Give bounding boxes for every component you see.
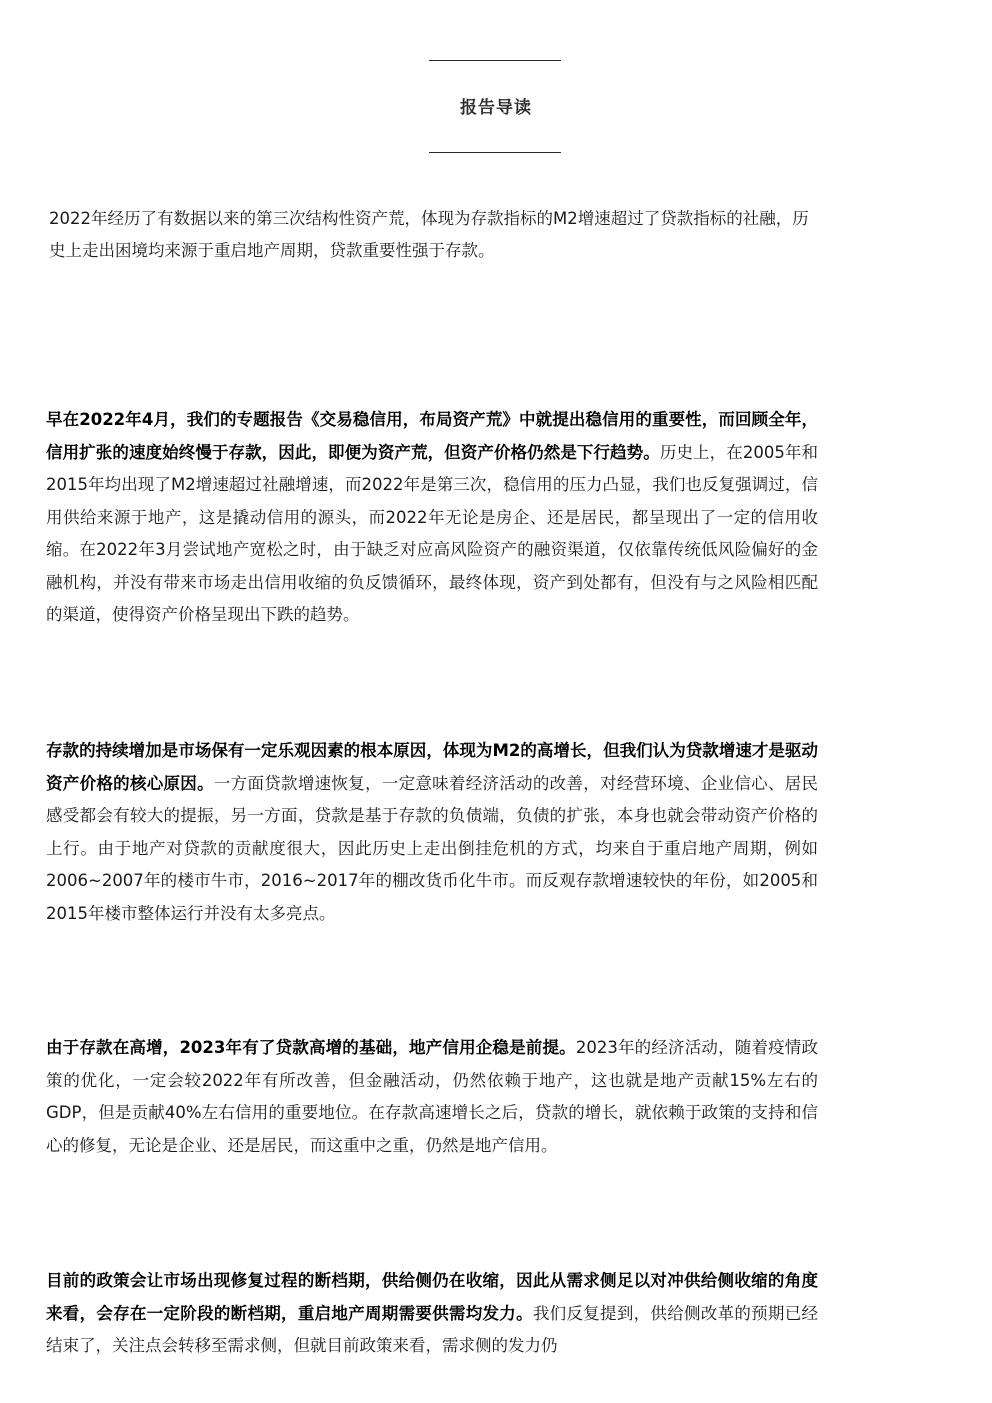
paragraph-3-text: 2023年的经济活动，随着疫情政策的优化，一定会较2022年有所改善，但金融活动，仍然依赖于地产，这也就是地产贡献15%左右的GDP，但是贡献40%左右信用的重要地位。在存款高速增长之后，贷款的增长，就依赖于政策的支持和信心的修复，无论是企业、还是居民，而这重中之重，仍然是地产信用。	[46, 1038, 818, 1155]
paragraph-4-text: 我们反复提到，供给侧改革的预期已经结束了，关注点会转移至需求侧，但就目前政策来看，需求侧的发力仍	[46, 1303, 819, 1355]
paragraph-3-lead: 由于存款在高增，2023年有了贷款高增的基础，地产信用企稳是前提。	[46, 1038, 576, 1057]
body-paragraph-1	[46, 404, 818, 632]
header-bottom-rule	[429, 152, 561, 153]
paragraph-2-text: 一方面贷款增速恢复，一定意味着经济活动的改善，对经营环境、企业信心、居民感受都会有较大的提振，另一方面，贷款是基于存款的负债端，负债的扩张，本身也就会带动资产价格的上行。由于地产对贷款的贡献度很大，因此历史上走出倒挂危机的方式，均来自于重启地产周期，例如2006~2007年的楼市牛市，2016~2017年的棚改货币化牛市。而反观存款增速较快的年份，如2005和2015年楼市整体运行并没有太多亮点。	[46, 773, 819, 923]
paragraph-1-lead: 早在2022年4月，我们的专题报告《交易稳信用，布局资产荒》中就提出稳信用的重要性，而回顾全年，信用扩张的速度始终慢于存款，因此，即便为资产荒，但资产价格仍然是下行趋势。	[46, 410, 818, 462]
intro-paragraph: 2022年经历了有数据以来的第三次结构性资产荒，体现为存款指标的M2增速超过了贷款指标的社融，历史上走出困境均来源于重启地产周期，贷款重要性强于存款。	[49, 209, 809, 260]
paragraph-4-lead: 目前的政策会让市场出现修复过程的断档期，供给侧仍在收缩，因此从需求侧足以对冲供给侧收缩的角度来看，会存在一定阶段的断档期，重启地产周期需要供需均发力。	[46, 1271, 818, 1323]
body-paragraph-2	[46, 735, 818, 930]
page-title: 报告导读	[460, 98, 532, 118]
body-paragraph-4	[46, 1265, 818, 1363]
paragraph-1-text: 历史上，在2005年和2015年均出现了M2增速超过社融增速，而2022年是第三次，稳信用的压力凸显，我们也反复强调过，信用供给来源于地产，这是撬动信用的源头，而2022年无论是房企、还是居民，都呈现出了一定的信用收缩。在2022年3月尝试地产宽松之时，由于缺乏对应高风险资产的融资渠道，仅依靠传统低风险偏好的金融机构，并没有带来市场走出信用收缩的负反馈循环，最终体现，资产到处都有，但没有与之风险相匹配的渠道，使得资产价格呈现出下跌的趋势。	[46, 442, 819, 624]
header-top-rule	[429, 60, 561, 61]
body-paragraph-3	[46, 1032, 818, 1162]
paragraph-2-lead: 存款的持续增加是市场保有一定乐观因素的根本原因，体现为M2的高增长，但我们认为贷款增速才是驱动资产价格的核心原因。	[46, 741, 818, 793]
